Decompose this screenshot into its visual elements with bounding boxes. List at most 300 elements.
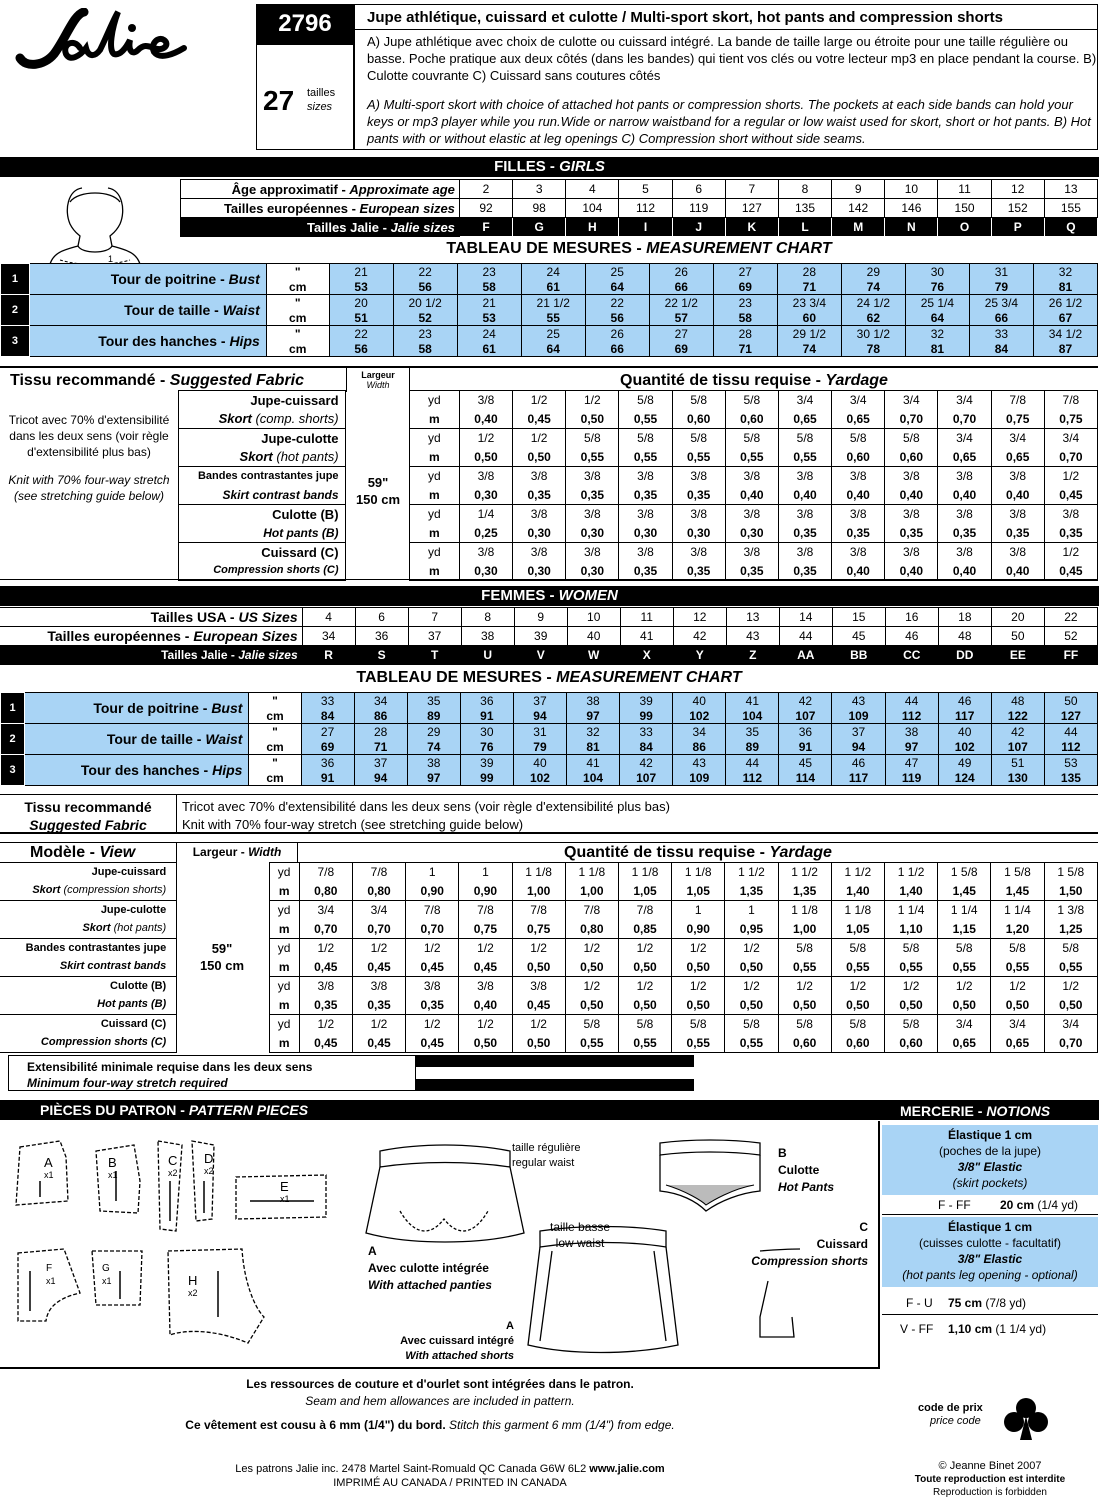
yardage-yd-cell: 1 3/8 xyxy=(1044,901,1097,920)
measure-cm-cell: 97 xyxy=(567,709,620,724)
yardage-m-cell: 0,35 xyxy=(672,486,725,505)
measure-inch-cell: 38 xyxy=(567,693,620,709)
yardage-yd-cell: 1/2 xyxy=(459,429,512,448)
measure-inch-cell: 34 xyxy=(673,724,726,740)
yardage-m-cell: 0,65 xyxy=(938,448,991,467)
stretch-text-box xyxy=(8,1055,416,1091)
measure-cm-cell: 60 xyxy=(777,311,841,326)
yardage-yd-cell: 3/8 xyxy=(832,467,885,486)
measure-cm-cell: 91 xyxy=(460,709,513,724)
yardage-m-cell: 0,90 xyxy=(459,882,512,901)
measure-cm-cell: 94 xyxy=(832,740,885,755)
yardage-yd-cell: 1 5/8 xyxy=(938,863,991,882)
measure-inch-cell: 23 xyxy=(393,326,457,342)
unit-yd: yd xyxy=(409,429,459,448)
yardage-m-cell: 0,65 xyxy=(991,448,1044,467)
measure-inch-cell: 26 xyxy=(649,264,713,280)
pattern-number xyxy=(256,4,354,44)
yardage-item-fr: Jupe-cuissard xyxy=(0,863,177,882)
yardage-yd-cell: 3/4 xyxy=(885,391,938,410)
stretch-text-en: Minimum four-way stretch required xyxy=(27,1076,228,1090)
measure-inch-cell: 33 xyxy=(620,724,673,740)
yardage-yd-cell: 1 1/2 xyxy=(831,863,884,882)
price-code: code de prix price code xyxy=(918,1402,983,1427)
unit-cm: cm xyxy=(266,342,329,357)
yardage-yd-cell: 5/8 xyxy=(884,939,937,958)
measure-cm-cell: 56 xyxy=(329,342,393,357)
yardage-item-en: Skirt contrast bands xyxy=(179,486,346,505)
yardage-m-cell: 0,25 xyxy=(459,524,512,543)
yardage-yd-cell: 1/2 xyxy=(565,977,618,996)
measure-cm-cell: 76 xyxy=(905,280,969,295)
size-cell: 127 xyxy=(725,199,778,218)
yardage-m-cell: 0,55 xyxy=(725,448,778,467)
measure-inch-cell: 32 xyxy=(1033,264,1097,280)
yardage-m-cell: 0,45 xyxy=(459,958,512,977)
size-cell: 146 xyxy=(885,199,938,218)
measure-inch-cell: 30 1/2 xyxy=(841,326,905,342)
yardage-m-cell: 0,45 xyxy=(352,958,405,977)
yardage-yd-cell: 3/4 xyxy=(938,429,991,448)
measure-inch-cell: 44 xyxy=(1044,724,1097,740)
measure-inch-cell: 28 xyxy=(354,724,407,740)
yardage-m-cell: 0,80 xyxy=(352,882,405,901)
yardage-yd-cell: 5/8 xyxy=(725,391,778,410)
yardage-m-cell: 1,00 xyxy=(565,882,618,901)
women-width-heading: Largeur - Width xyxy=(176,843,298,862)
measure-inch-cell: 37 xyxy=(354,755,407,771)
yardage-yd-cell: 3/8 xyxy=(938,543,991,562)
size-cell: 152 xyxy=(991,199,1044,218)
measure-inch-cell: 29 xyxy=(841,264,905,280)
yardage-m-cell: 0,50 xyxy=(1044,996,1097,1015)
unit-inch: " xyxy=(266,264,329,280)
yardage-m-cell: 1,45 xyxy=(938,882,991,901)
yardage-m-cell: 0,55 xyxy=(566,448,619,467)
yardage-m-cell: 0,45 xyxy=(406,1034,459,1053)
yardage-item-en: Skort (comp. shorts) xyxy=(179,410,346,429)
size-cell: 8 xyxy=(778,180,831,199)
measure-inch-cell: 48 xyxy=(991,693,1044,709)
yardage-yd-cell: 3/4 xyxy=(352,901,405,920)
size-cell: 10 xyxy=(885,180,938,199)
yardage-yd-cell: 3/8 xyxy=(619,467,672,486)
size-cell: 6 xyxy=(355,608,408,627)
measure-cm-cell: 112 xyxy=(885,709,938,724)
unit-cm: cm xyxy=(249,709,301,724)
measure-inch-cell: 44 xyxy=(885,693,938,709)
measure-cm-cell: 112 xyxy=(726,771,779,786)
measure-inch-cell: 41 xyxy=(726,693,779,709)
yardage-yd-cell: 3/4 xyxy=(991,1015,1044,1034)
yardage-m-cell: 0,30 xyxy=(459,562,512,581)
width-gap xyxy=(345,524,409,543)
girls-section-header xyxy=(0,157,1099,177)
yardage-m-cell: 0,70 xyxy=(885,410,938,429)
yardage-yd-cell: 1/2 xyxy=(725,977,778,996)
measure-inch-cell: 35 xyxy=(726,724,779,740)
yardage-m-cell: 0,50 xyxy=(938,996,991,1015)
view-b-label: B Culotte Hot Pants xyxy=(778,1146,835,1194)
yardage-m-cell: 0,75 xyxy=(991,410,1044,429)
yardage-yd-cell: 1 1/8 xyxy=(672,863,725,882)
yardage-yd-cell: 3/8 xyxy=(885,505,938,524)
yardage-m-cell: 0,35 xyxy=(299,996,352,1015)
svg-text:1: 1 xyxy=(108,254,114,264)
measure-cm-cell: 102 xyxy=(938,740,991,755)
size-cell: W xyxy=(567,646,620,665)
size-cell: J xyxy=(672,218,725,237)
measure-inch-cell: 25 xyxy=(521,326,585,342)
measure-inch-cell: 22 xyxy=(585,295,649,311)
yardage-yd-cell: 1/2 xyxy=(513,391,566,410)
size-cell: 48 xyxy=(938,627,991,646)
size-cell: O xyxy=(938,218,991,237)
yardage-yd-cell: 7/8 xyxy=(1044,391,1097,410)
size-cell: 34 xyxy=(302,627,355,646)
yardage-yd-cell: 1 xyxy=(406,863,459,882)
size-cell: 10 xyxy=(567,608,620,627)
measure-inch-cell: 38 xyxy=(407,755,460,771)
measure-inch-cell: 21 xyxy=(329,264,393,280)
women-fabric-width: 59" 150 cm xyxy=(199,941,245,973)
measure-cm-cell: 97 xyxy=(407,771,460,786)
yardage-m-cell: 0,40 xyxy=(938,486,991,505)
yardage-yd-cell: 3/8 xyxy=(619,505,672,524)
yardage-m-cell: 0,70 xyxy=(406,920,459,939)
measure-cm-cell: 84 xyxy=(620,740,673,755)
yardage-m-cell: 0,35 xyxy=(513,486,566,505)
measure-inch-cell: 22 1/2 xyxy=(649,295,713,311)
yardage-yd-cell: 3/8 xyxy=(406,977,459,996)
yardage-m-cell: 0,45 xyxy=(1044,486,1097,505)
pattern-title: Jupe athlétique, cuissard et culotte / Multi-sport skort, hot pants and compression shorts xyxy=(367,9,1003,26)
measure-cm-cell: 69 xyxy=(649,342,713,357)
yardage-yd-cell: 3/8 xyxy=(725,543,778,562)
measure-inch-cell: 47 xyxy=(885,755,938,771)
yardage-yd-cell: 1/2 xyxy=(618,977,671,996)
girls-fabric-heading: Tissu recommandé - Suggested Fabric xyxy=(10,372,305,389)
description-en: A) Multi-sport skort with choice of attached hot pants or compression shorts. The pockets at each side bands can hold your keys or mp3 player while you run.Wide or narrow waistband for a regular or low waist used for skort, short or hot pants. B) Hot pants with or without elastic at leg openings C) Compression short without side seams. xyxy=(367,97,1091,146)
unit-yd: yd xyxy=(269,977,299,996)
measure-inch-cell: 26 1/2 xyxy=(1033,295,1097,311)
yardage-m-cell: 0,40 xyxy=(459,996,512,1015)
yardage-m-cell: 0,35 xyxy=(778,524,831,543)
width-gap xyxy=(345,429,409,448)
measure-inch-cell: 29 xyxy=(407,724,460,740)
yardage-m-cell: 0,80 xyxy=(299,882,352,901)
measure-inch-cell: 46 xyxy=(938,693,991,709)
elastic-2-box: Élastique 1 cm (cuisses culotte - facultatif) 3/8" Elastic (hot pants leg opening - optional) xyxy=(882,1217,1098,1287)
pattern-piece-label: E x1 xyxy=(280,1179,290,1204)
yardage-yd-cell: 3/8 xyxy=(725,467,778,486)
measure-cm-cell: 119 xyxy=(885,771,938,786)
yardage-m-cell: 1,05 xyxy=(618,882,671,901)
girls-size-table xyxy=(180,179,1098,237)
yardage-m-cell: 0,75 xyxy=(459,920,512,939)
measure-inch-cell: 35 xyxy=(407,693,460,709)
pattern-number-text: 2796 xyxy=(278,10,332,37)
size-cell: FF xyxy=(1044,646,1097,665)
size-cell: N xyxy=(885,218,938,237)
women-view-heading: Modèle - View xyxy=(30,844,136,861)
yardage-m-cell: 1,40 xyxy=(884,882,937,901)
measure-label: Tour de taille - Waist xyxy=(29,295,266,326)
measure-inch-cell: 29 1/2 xyxy=(777,326,841,342)
yardage-m-cell: 0,45 xyxy=(1044,562,1097,581)
measure-cm-cell: 122 xyxy=(991,709,1044,724)
size-cell: 11 xyxy=(620,608,673,627)
yardage-yd-cell: 1/2 xyxy=(1044,977,1097,996)
measure-inch-cell: 21 xyxy=(457,295,521,311)
size-cell: S xyxy=(355,646,408,665)
measure-cm-cell: 69 xyxy=(713,280,777,295)
yardage-yd-cell: 3/8 xyxy=(885,467,938,486)
width-gap xyxy=(177,1034,269,1053)
yardage-yd-cell: 1 1/8 xyxy=(778,901,831,920)
unit-inch: " xyxy=(266,326,329,342)
yardage-item-en: Skort (compression shorts) xyxy=(0,882,177,901)
yardage-yd-cell: 1 1/8 xyxy=(565,863,618,882)
euro-label: Tailles européennes - European sizes xyxy=(181,199,460,218)
measure-cm-cell: 74 xyxy=(841,280,905,295)
measure-cm-cell: 94 xyxy=(513,709,566,724)
size-cell: V xyxy=(514,646,567,665)
yardage-yd-cell: 3/4 xyxy=(991,429,1044,448)
yardage-m-cell: 0,50 xyxy=(725,958,778,977)
yardage-yd-cell: 1 1/4 xyxy=(884,901,937,920)
yardage-m-cell: 0,30 xyxy=(619,524,672,543)
yardage-yd-cell: 3/8 xyxy=(459,391,512,410)
elastic-1-box: Élastique 1 cm (poches de la jupe) 3/8" Elastic (skirt pockets) xyxy=(882,1125,1098,1195)
girls-title-en: GIRLS xyxy=(559,158,605,175)
view-c-label: C Cuissard Compression shorts xyxy=(751,1220,868,1268)
size-cell: 4 xyxy=(302,608,355,627)
measure-inch-cell: 27 xyxy=(713,264,777,280)
unit-m: m xyxy=(409,524,459,543)
yardage-yd-cell: 1 1/8 xyxy=(512,863,565,882)
yardage-yd-cell: 3/8 xyxy=(619,543,672,562)
unit-cm: cm xyxy=(249,771,301,786)
girls-title-fr: FILLES - xyxy=(494,158,560,175)
yardage-m-cell: 0,55 xyxy=(831,958,884,977)
size-cell: 20 xyxy=(991,608,1044,627)
jalie-logo-mark xyxy=(14,8,194,78)
size-cell: U xyxy=(461,646,514,665)
measure-label: Tour des hanches - Hips xyxy=(29,326,266,357)
yardage-item-fr: Culotte (B) xyxy=(179,505,346,524)
measure-cm-cell: 78 xyxy=(841,342,905,357)
measure-inch-cell: 26 xyxy=(585,326,649,342)
publisher-address: Les patrons Jalie inc. 2478 Martel Saint-Romuald QC Canada G6W 6L2 www.jalie.com IMPRIMÉ AU CANADA / PRINTED IN CANADA xyxy=(235,1463,665,1489)
yardage-yd-cell: 1 xyxy=(725,901,778,920)
yardage-yd-cell: 3/4 xyxy=(1044,1015,1097,1034)
measure-inch-cell: 43 xyxy=(832,693,885,709)
size-cell: 46 xyxy=(885,627,938,646)
measure-cm-cell: 89 xyxy=(726,740,779,755)
measure-number: 2 xyxy=(1,724,25,755)
yardage-item-en: Compression shorts (C) xyxy=(179,562,346,581)
yardage-m-cell: 0,35 xyxy=(778,562,831,581)
width-gap xyxy=(345,448,409,467)
yardage-yd-cell: 3/4 xyxy=(938,1015,991,1034)
yardage-yd-cell: 7/8 xyxy=(352,863,405,882)
yardage-m-cell: 0,45 xyxy=(352,1034,405,1053)
yardage-yd-cell: 5/8 xyxy=(672,429,725,448)
measure-cm-cell: 52 xyxy=(393,311,457,326)
women-yardage-table xyxy=(0,862,1098,1053)
yardage-yd-cell: 3/8 xyxy=(991,543,1044,562)
yardage-yd-cell: 1 1/4 xyxy=(991,901,1044,920)
size-cell: 112 xyxy=(619,199,672,218)
width-gap xyxy=(177,863,269,882)
measure-inch-cell: 23 xyxy=(457,264,521,280)
yardage-item-fr: Culotte (B) xyxy=(0,977,177,996)
yardage-m-cell: 0,35 xyxy=(566,486,619,505)
stretch-text-fr: Extensibilité minimale requise dans les deux sens xyxy=(27,1060,313,1074)
girls-chart-title: TABLEAU DE MESURES - MEASUREMENT CHART xyxy=(446,240,832,257)
club-icon xyxy=(1002,1396,1050,1442)
yardage-m-cell: 0,55 xyxy=(778,448,831,467)
yardage-m-cell: 0,45 xyxy=(512,996,565,1015)
measure-cm-cell: 104 xyxy=(567,771,620,786)
yardage-yd-cell: 1/2 xyxy=(512,939,565,958)
size-cell: Y xyxy=(673,646,726,665)
size-cell: 135 xyxy=(778,199,831,218)
measure-inch-cell: 20 xyxy=(329,295,393,311)
size-cell: BB xyxy=(832,646,885,665)
title-divider xyxy=(355,29,1097,30)
elastic-1-qty: F - FF 20 cm (1/4 yd) xyxy=(882,1195,1098,1215)
yardage-m-cell: 1,00 xyxy=(778,920,831,939)
header-box xyxy=(354,4,1098,150)
yardage-m-cell: 0,35 xyxy=(619,486,672,505)
yardage-m-cell: 0,35 xyxy=(938,524,991,543)
measure-label: Tour de poitrine - Bust xyxy=(29,264,266,295)
girls-fabric-width: 59" 150 cm xyxy=(355,475,401,507)
yardage-m-cell: 0,55 xyxy=(619,448,672,467)
measure-inch-cell: 23 3/4 xyxy=(777,295,841,311)
yardage-m-cell: 0,70 xyxy=(352,920,405,939)
measure-inch-cell: 53 xyxy=(1044,755,1097,771)
measure-inch-cell: 27 xyxy=(301,724,354,740)
yardage-m-cell: 0,55 xyxy=(778,958,831,977)
size-cell: 92 xyxy=(459,199,512,218)
yardage-m-cell: 0,70 xyxy=(1044,448,1097,467)
measure-number: 3 xyxy=(1,755,25,786)
width-gap xyxy=(177,882,269,901)
yardage-yd-cell: 1 1/4 xyxy=(938,901,991,920)
yardage-m-cell: 0,60 xyxy=(672,410,725,429)
yardage-m-cell: 0,50 xyxy=(672,958,725,977)
yardage-yd-cell: 5/8 xyxy=(672,1015,725,1034)
yardage-yd-cell: 1/2 xyxy=(672,977,725,996)
yardage-m-cell: 0,35 xyxy=(406,996,459,1015)
yardage-yd-cell: 1 xyxy=(459,863,512,882)
yardage-yd-cell: 3/8 xyxy=(991,505,1044,524)
pattern-piece-label: C x2 xyxy=(168,1153,178,1178)
yardage-yd-cell: 5/8 xyxy=(672,391,725,410)
yardage-m-cell: 0,65 xyxy=(938,1034,991,1053)
women-fabric-heading: Tissu recommandé Suggested Fabric xyxy=(24,799,152,833)
yardage-m-cell: 0,40 xyxy=(885,486,938,505)
yardage-yd-cell: 3/8 xyxy=(459,467,512,486)
measure-inch-cell: 34 1/2 xyxy=(1033,326,1097,342)
yardage-yd-cell: 3/8 xyxy=(352,977,405,996)
yardage-yd-cell: 1/2 xyxy=(618,939,671,958)
unit-yd: yd xyxy=(409,467,459,486)
yardage-yd-cell: 3/8 xyxy=(991,467,1044,486)
measure-inch-cell: 24 xyxy=(457,326,521,342)
yardage-m-cell: 0,40 xyxy=(832,562,885,581)
yardage-yd-cell: 1/2 xyxy=(513,429,566,448)
measure-cm-cell: 58 xyxy=(457,280,521,295)
measure-inch-cell: 30 xyxy=(460,724,513,740)
yardage-m-cell: 0,40 xyxy=(885,562,938,581)
yardage-m-cell: 0,55 xyxy=(672,448,725,467)
yardage-yd-cell: 1/2 xyxy=(725,939,778,958)
pattern-piece-label: H x2 xyxy=(188,1273,198,1298)
size-cell: 155 xyxy=(1044,199,1097,218)
yardage-m-cell: 0,40 xyxy=(778,486,831,505)
yardage-m-cell: 0,65 xyxy=(778,410,831,429)
measure-cm-cell: 135 xyxy=(1044,771,1097,786)
yardage-yd-cell: 3/8 xyxy=(459,543,512,562)
yardage-yd-cell: 7/8 xyxy=(565,901,618,920)
yardage-m-cell: 0,55 xyxy=(1044,958,1097,977)
yardage-m-cell: 0,55 xyxy=(991,958,1044,977)
measure-cm-cell: 91 xyxy=(301,771,354,786)
women-size-table xyxy=(0,607,1098,665)
pattern-piece-label: F x1 xyxy=(46,1263,56,1286)
girls-yardage-heading: Quantité de tissu requise - Yardage xyxy=(620,372,888,389)
yardage-yd-cell: 1/2 xyxy=(831,977,884,996)
yardage-m-cell: 0,50 xyxy=(831,996,884,1015)
yardage-m-cell: 0,60 xyxy=(884,1034,937,1053)
yardage-yd-cell: 1/2 xyxy=(672,939,725,958)
yardage-m-cell: 0,30 xyxy=(566,562,619,581)
unit-m: m xyxy=(409,486,459,505)
unit-yd: yd xyxy=(269,863,299,882)
yardage-m-cell: 0,55 xyxy=(618,1034,671,1053)
yardage-yd-cell: 5/8 xyxy=(1044,939,1097,958)
yardage-item-fr: Cuissard (C) xyxy=(0,1015,177,1034)
yardage-m-cell: 0,50 xyxy=(565,958,618,977)
size-cell: 41 xyxy=(620,627,673,646)
measure-inch-cell: 39 xyxy=(620,693,673,709)
measure-inch-cell: 42 xyxy=(620,755,673,771)
yardage-yd-cell: 5/8 xyxy=(619,391,672,410)
size-cell: K xyxy=(725,218,778,237)
measure-cm-cell: 79 xyxy=(969,280,1033,295)
measure-cm-cell: 58 xyxy=(713,311,777,326)
yardage-yd-cell: 5/8 xyxy=(778,1015,831,1034)
yardage-yd-cell: 1/4 xyxy=(459,505,512,524)
measure-inch-cell: 21 1/2 xyxy=(521,295,585,311)
size-cell: DD xyxy=(938,646,991,665)
yardage-m-cell: 0,50 xyxy=(459,1034,512,1053)
measure-inch-cell: 34 xyxy=(354,693,407,709)
yardage-yd-cell: 3/8 xyxy=(299,977,352,996)
unit-inch: " xyxy=(249,755,301,771)
yardage-m-cell: 0,50 xyxy=(565,996,618,1015)
yardage-yd-cell: 1/2 xyxy=(406,939,459,958)
yardage-yd-cell: 7/8 xyxy=(512,901,565,920)
width-gap xyxy=(345,486,409,505)
measure-inch-cell: 28 xyxy=(777,264,841,280)
measure-cm-cell: 67 xyxy=(1033,311,1097,326)
measure-cm-cell: 53 xyxy=(329,280,393,295)
